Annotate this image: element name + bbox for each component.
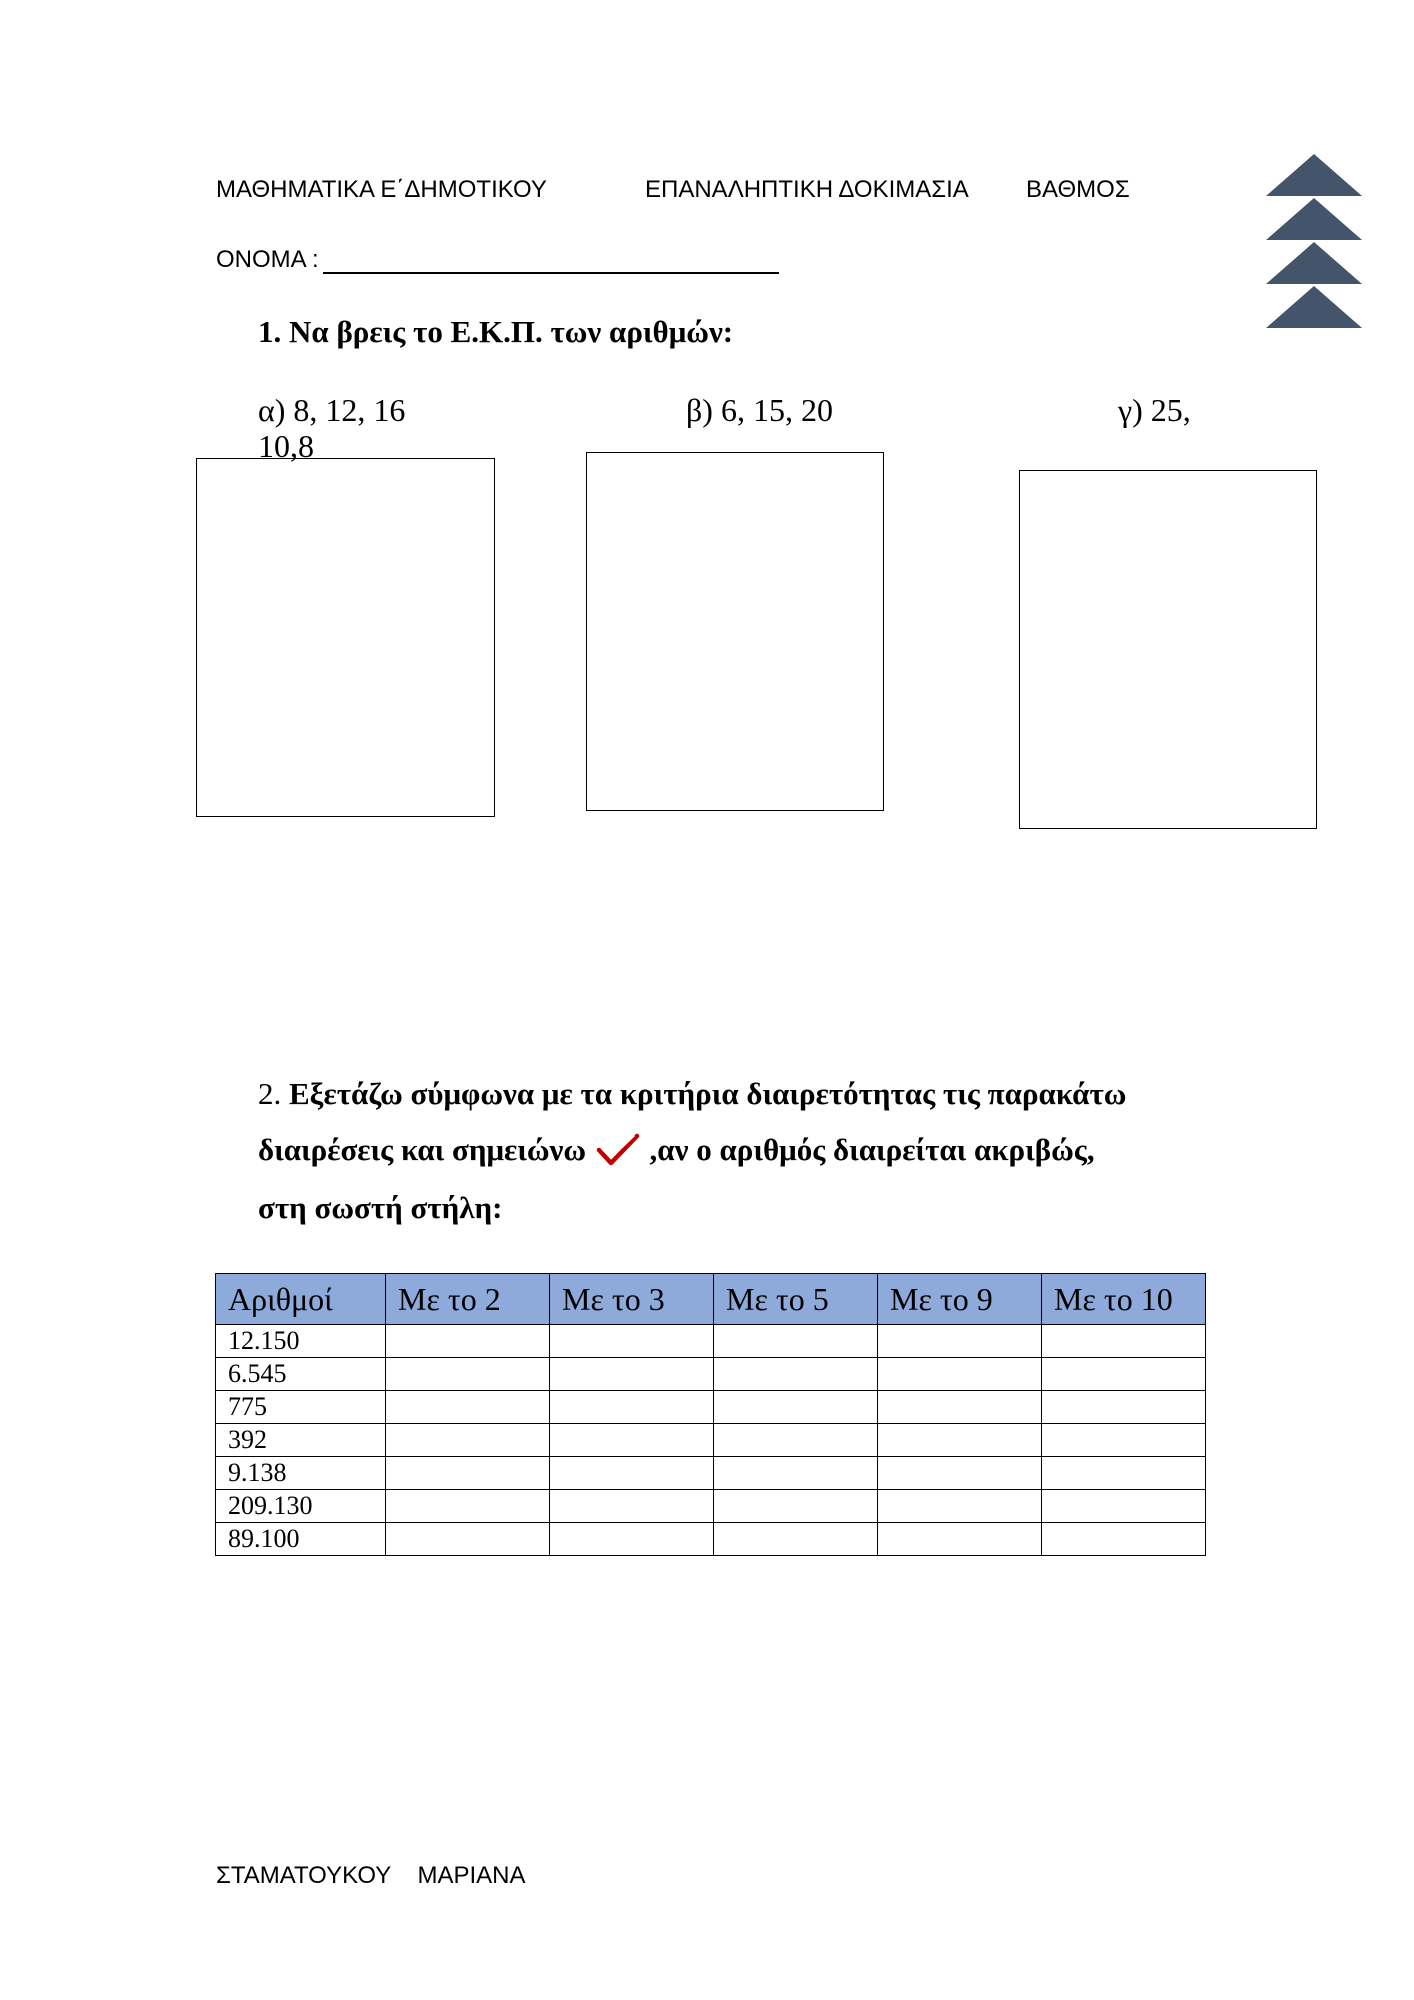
cell-div-9[interactable]	[878, 1325, 1042, 1358]
cell-div-10[interactable]	[1042, 1325, 1206, 1358]
cell-div-10[interactable]	[1042, 1523, 1206, 1556]
answer-box-a[interactable]	[196, 458, 495, 817]
cell-div-10[interactable]	[1042, 1457, 1206, 1490]
table-header-row	[216, 1274, 1206, 1325]
cell-div-5[interactable]	[714, 1457, 878, 1490]
question-2-line-3	[258, 1190, 502, 1226]
table-row	[216, 1490, 1206, 1523]
cell-div-3[interactable]	[550, 1391, 714, 1424]
cell-div-9[interactable]	[878, 1523, 1042, 1556]
grade-label: ΒΑΘΜΟΣ	[1026, 176, 1130, 203]
option-a: α) 8, 12, 16	[258, 392, 406, 428]
question-2-line-2	[258, 1132, 1095, 1168]
cell-div-3[interactable]	[550, 1358, 714, 1391]
cell-div-3[interactable]	[550, 1457, 714, 1490]
table-row	[216, 1523, 1206, 1556]
cell-div-5[interactable]	[714, 1523, 878, 1556]
cell-div-3[interactable]	[550, 1490, 714, 1523]
question-2-text-1: Εξετάζω σύμφωνα με τα κριτήρια διαιρετότητας τις παρακάτω	[289, 1076, 1127, 1111]
name-field[interactable]	[216, 246, 779, 274]
cell-div-2[interactable]	[386, 1490, 550, 1523]
header-div-10: Με το 10	[1042, 1274, 1206, 1325]
cell-div-10[interactable]	[1042, 1490, 1206, 1523]
cell-div-5[interactable]	[714, 1325, 878, 1358]
question-2-number: 2.	[258, 1076, 289, 1111]
cell-div-5[interactable]	[714, 1358, 878, 1391]
table-row	[216, 1325, 1206, 1358]
stacked-triangles-icon	[1266, 154, 1362, 330]
header-div-9: Με το 9	[878, 1274, 1042, 1325]
answer-box-c[interactable]	[1019, 470, 1317, 829]
header-div-5: Με το 5	[714, 1274, 878, 1325]
row-number: 9.138	[216, 1457, 386, 1490]
cell-div-2[interactable]	[386, 1457, 550, 1490]
header-div-2: Με το 2	[386, 1274, 550, 1325]
cell-div-9[interactable]	[878, 1358, 1042, 1391]
table-row	[216, 1424, 1206, 1457]
cell-div-2[interactable]	[386, 1325, 550, 1358]
cell-div-2[interactable]	[386, 1358, 550, 1391]
checkmark-icon	[596, 1132, 640, 1168]
cell-div-10[interactable]	[1042, 1391, 1206, 1424]
name-blank-line[interactable]	[323, 248, 779, 274]
row-number: 209.130	[216, 1490, 386, 1523]
cell-div-9[interactable]	[878, 1424, 1042, 1457]
cell-div-5[interactable]	[714, 1391, 878, 1424]
row-number: 6.545	[216, 1358, 386, 1391]
cell-div-9[interactable]	[878, 1391, 1042, 1424]
question-1-text: 1. Να βρεις το Ε.Κ.Π. των αριθμών:	[258, 314, 734, 349]
question-2-text-4: στη σωστή στήλη:	[258, 1190, 503, 1225]
cell-div-3[interactable]	[550, 1325, 714, 1358]
option-b: β) 6, 15, 20	[686, 392, 833, 428]
table-row	[216, 1457, 1206, 1490]
cell-div-10[interactable]	[1042, 1358, 1206, 1391]
header-numbers: Αριθμοί	[216, 1274, 386, 1325]
footer-author: ΣΤΑΜΑΤΟΥΚΟΥ ΜΑΡΙΑΝΑ	[216, 1862, 526, 1889]
table-row	[216, 1391, 1206, 1424]
question-2-line-1	[258, 1076, 1126, 1112]
cell-div-2[interactable]	[386, 1424, 550, 1457]
cell-div-9[interactable]	[878, 1490, 1042, 1523]
row-number: 12.150	[216, 1325, 386, 1358]
row-number: 392	[216, 1424, 386, 1457]
header-div-3: Με το 3	[550, 1274, 714, 1325]
row-number: 89.100	[216, 1523, 386, 1556]
name-label: ΟΝΟΜΑ :	[216, 246, 319, 273]
row-number: 775	[216, 1391, 386, 1424]
answer-box-b[interactable]	[586, 452, 884, 811]
divisibility-table	[215, 1273, 1206, 1556]
cell-div-10[interactable]	[1042, 1424, 1206, 1457]
cell-div-3[interactable]	[550, 1523, 714, 1556]
cell-div-2[interactable]	[386, 1391, 550, 1424]
cell-div-3[interactable]	[550, 1424, 714, 1457]
cell-div-2[interactable]	[386, 1523, 550, 1556]
test-title: ΕΠΑΝΑΛΗΠΤΙΚΗ ΔΟΚΙΜΑΣΙΑ	[645, 176, 969, 203]
question-2-text-2: διαιρέσεις και σημειώνω	[258, 1132, 587, 1167]
subject-title: ΜΑΘΗΜΑΤΙΚΑ Ε΄ΔΗΜΟΤΙΚΟΥ	[216, 176, 547, 203]
table-row	[216, 1358, 1206, 1391]
cell-div-5[interactable]	[714, 1490, 878, 1523]
cell-div-5[interactable]	[714, 1424, 878, 1457]
cell-div-9[interactable]	[878, 1457, 1042, 1490]
option-c: γ) 25,	[1118, 392, 1191, 428]
option-c-continued: 10,8	[258, 428, 314, 464]
question-2-text-3: ,αν ο αριθμός διαιρείται ακριβώς,	[641, 1132, 1095, 1167]
